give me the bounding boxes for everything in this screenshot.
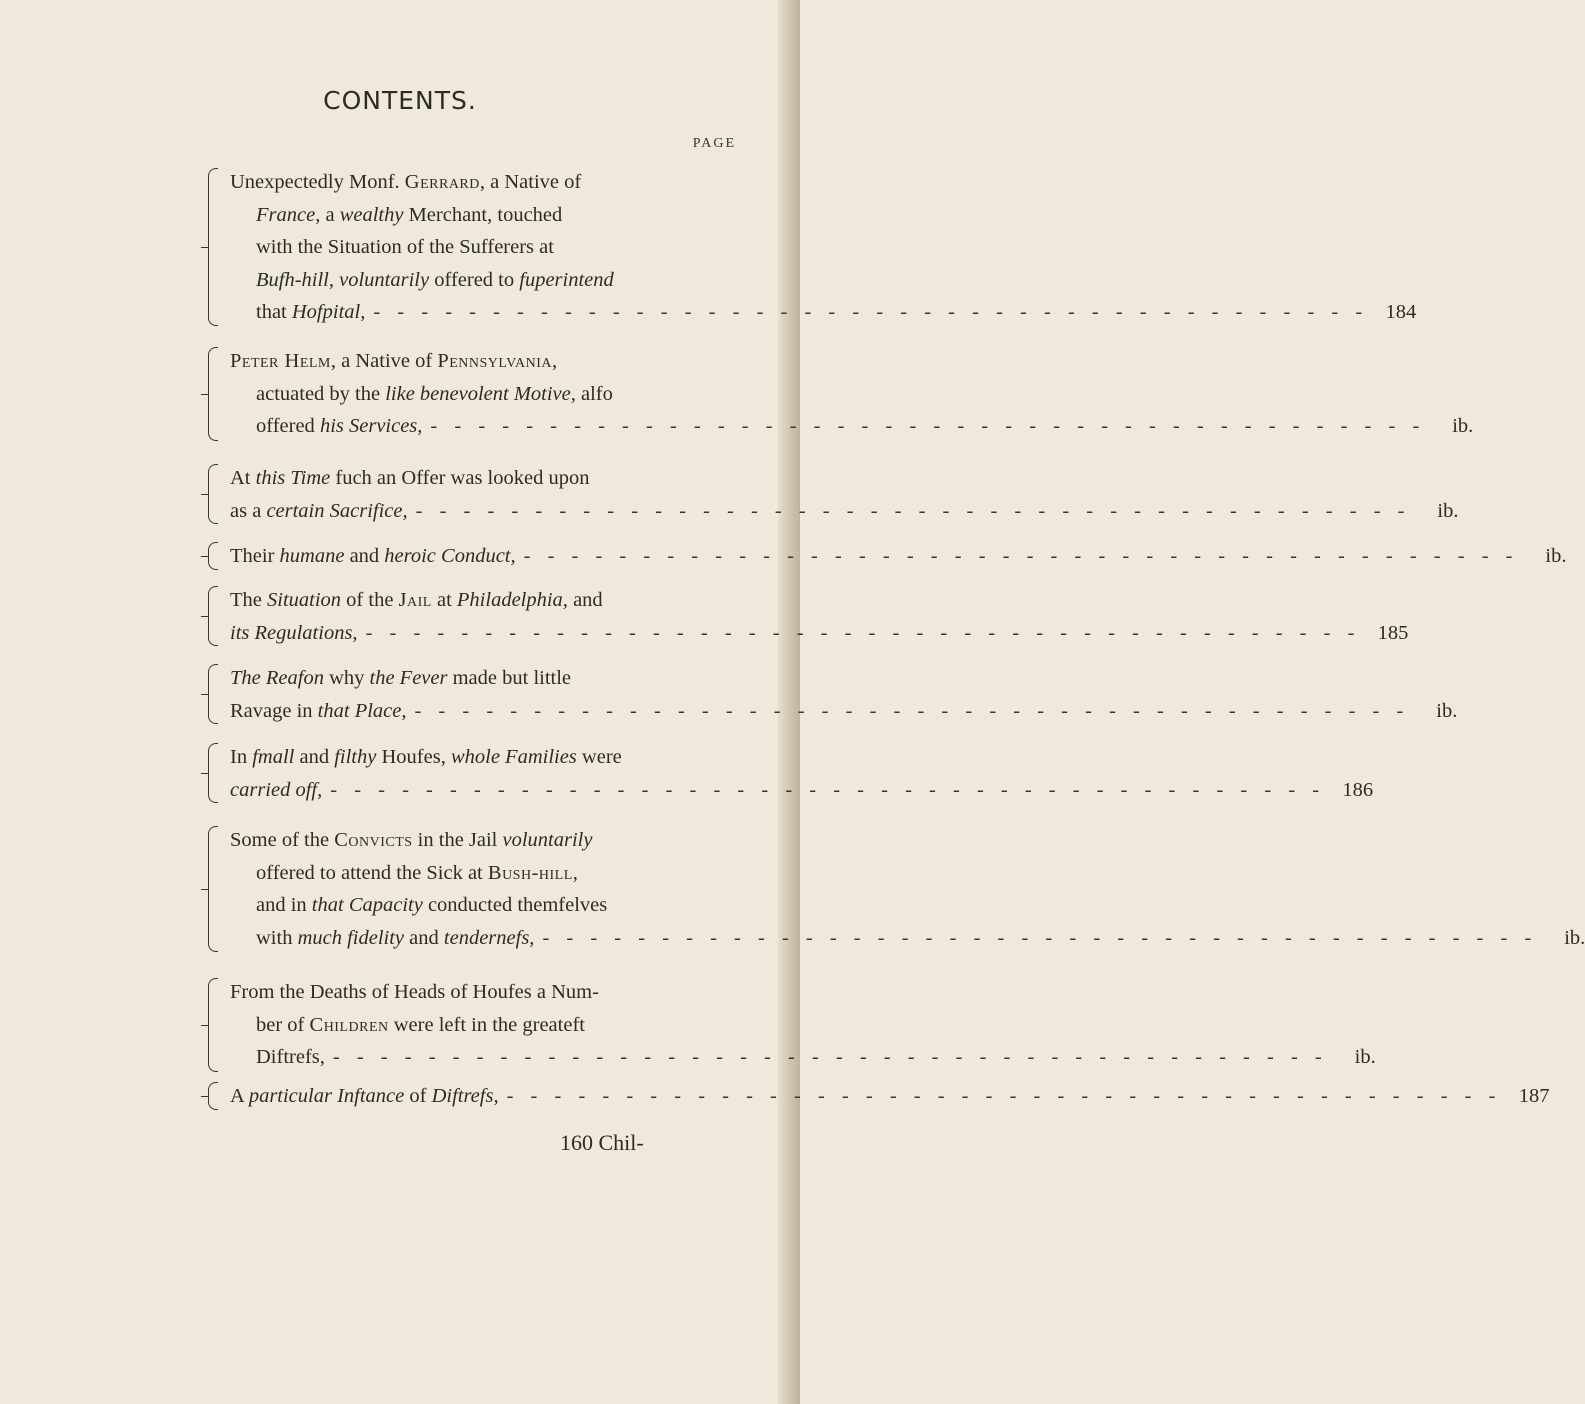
contents-entry: Some of the Convicts in the Jail voluntarily offered to attend the Sick at Bush-hill, and in that Capacity conducted themfelves with much fidelity and tendernefs, - - - - - - - - - - - - - - - - - - - - - - - - - - - - - - - - - - - - - - - - - - ib. [230,824,742,954]
page-number: 186 [1342,778,1374,801]
page-number: ib. [1436,699,1458,722]
page-number: 185 [1377,621,1409,644]
page-number: ib. [1545,545,1567,567]
contents-entry: The Situation of the Jail at Philadelphia, and its Regulations, - - - - - - - - - - - - - - - - - - - - - - - - - - - - - - - - - - - - - - - - - - 185 [230,584,742,649]
dot-leader: - - - - - - - - - - - - - - - - - - - - - - - - - - - - - - - - - - - - - - - - - - [365,621,1361,644]
page-number: ib. [1452,415,1474,437]
dot-leader: - - - - - - - - - - - - - - - - - - - - - - - - - - - - - - - - - - - - - - - - - - [523,545,1519,567]
dot-leader: - - - - - - - - - - - - - - - - - - - - - - - - - - - - - - - - - - - - - - - - - - [430,415,1426,437]
brace-icon [208,464,218,524]
dot-leader: - - - - - - - - - - - - - - - - - - - - - - - - - - - - - - - - - - - - - - - - - - [332,1046,1328,1068]
page-number: 184 [1385,301,1417,323]
dot-leader: - - - - - - - - - - - - - - - - - - - - - - - - - - - - - - - - - - - - - - - - - - [373,301,1369,323]
page-number: ib. [1564,926,1585,949]
brace-icon [208,1082,218,1110]
contents-entry: Unexpectedly Monf. Gerrard, a Native of France, a wealthy Merchant, touched with the Situation of the Sufferers at Bufh-hill, voluntarily offered to fuperintend that Hofpital, - - - - - - - - - - - - - - - - - - - - - - - - - - - - - - - - - - - - - - - - - - 184 [230,166,742,329]
brace-icon [208,168,218,326]
contents-entry: The Reafon why the Fever made but little Ravage in that Place, - - - - - - - - - - - - - - - - - - - - - - - - - - - - - - - - - - - - - - - - - - ib. [230,662,742,727]
page-number: 187 [1518,1085,1550,1107]
brace-icon [208,743,218,803]
contents-entry: Their humane and heroic Conduct, - - - - - - - - - - - - - - - - - - - - - - - - - - - - - - - - - - - - - - - - - - ib. [230,540,742,573]
brace-icon [208,586,218,646]
catchword: 160 Chil- [560,1130,644,1155]
dot-leader: - - - - - - - - - - - - - - - - - - - - - - - - - - - - - - - - - - - - - - - - - - [415,499,1411,522]
contents-entry: In fmall and filthy Houfes, whole Families were carried off, - - - - - - - - - - - - - - - - - - - - - - - - - - - - - - - - - - - - - - - - - - 186 [230,741,742,806]
brace-icon [208,664,218,724]
contents-entry: From the Deaths of Heads of Houfes a Num- ber of Children were left in the greateft Diftrefs, - - - - - - - - - - - - - - - - - - - - - - - - - - - - - - - - - - - - - - - - - - ib. [230,976,742,1074]
dot-leader: - - - - - - - - - - - - - - - - - - - - - - - - - - - - - - - - - - - - - - - - - - [506,1085,1502,1107]
dot-leader: - - - - - - - - - - - - - - - - - - - - - - - - - - - - - - - - - - - - - - - - - - [330,778,1326,801]
page-title: CONTENTS. [323,86,477,115]
contents-entry: Peter Helm, a Native of Pennsylvania, actuated by the like benevolent Motive, alfo offered his Services, - - - - - - - - - - - - - - - - - - - - - - - - - - - - - - - - - - - - - - - - - - ib. [230,345,742,443]
contents-entry: At this Time fuch an Offer was looked upon as a certain Sacrifice, - - - - - - - - - - - - - - - - - - - - - - - - - - - - - - - - - - - - - - - - - - ib. [230,462,742,527]
brace-icon [208,542,218,570]
page-number: ib. [1437,499,1459,522]
contents-entry: A particular Inftance of Diftrefs, - - - - - - - - - - - - - - - - - - - - - - - - - - - - - - - - - - - - - - - - - - 187 [230,1080,742,1113]
page-column-label: PAGE [692,136,736,151]
brace-icon [208,826,218,952]
brace-icon [208,978,218,1072]
brace-icon [208,347,218,441]
dot-leader: - - - - - - - - - - - - - - - - - - - - - - - - - - - - - - - - - - - - - - - - - - [414,699,1410,722]
page-number: ib. [1354,1046,1376,1068]
dot-leader: - - - - - - - - - - - - - - - - - - - - - - - - - - - - - - - - - - - - - - - - - - [542,926,1538,949]
